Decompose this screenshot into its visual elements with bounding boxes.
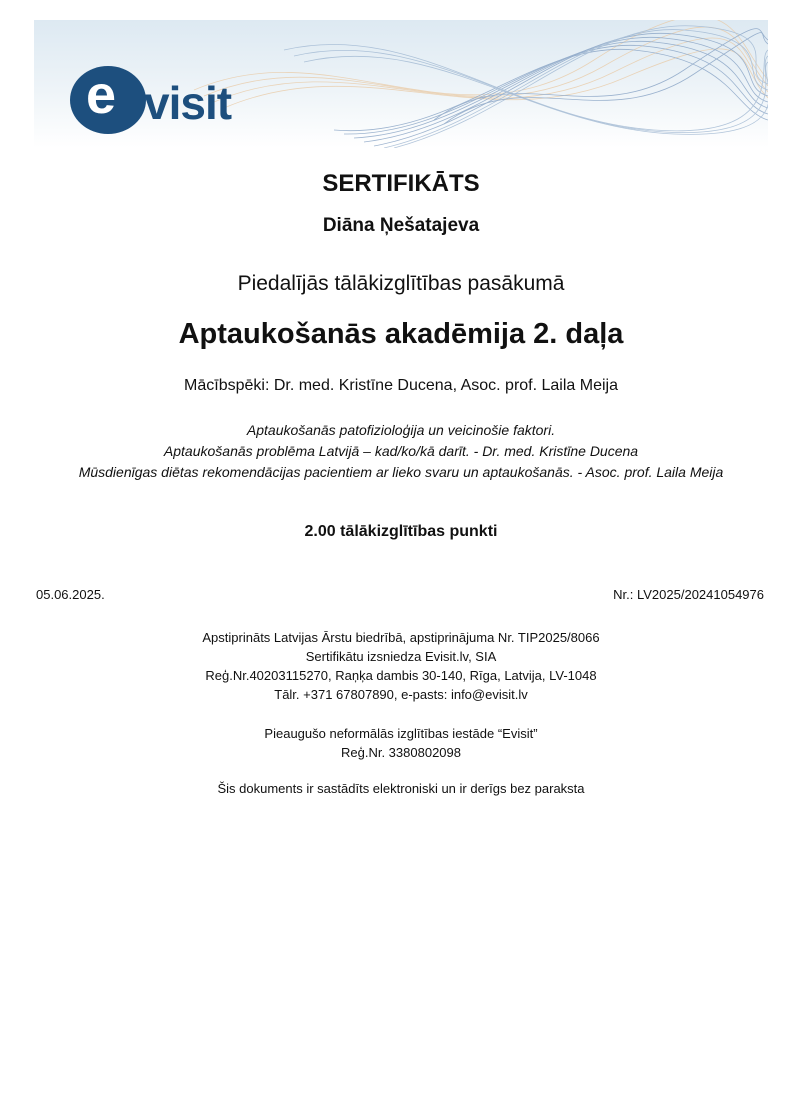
issue-date: 05.06.2025.	[36, 587, 105, 602]
evisit-logo	[66, 64, 236, 140]
approval-line: Sertifikātu izsniedza Evisit.lv, SIA	[305, 649, 497, 664]
topics-list	[0, 420, 802, 483]
participated-text: Piedalījās tālākizglītības pasākumā	[237, 272, 565, 295]
recipient-name: Diāna Ņešatajeva	[322, 215, 480, 236]
institution-info	[0, 724, 802, 762]
lecturers: Mācībspēki: Dr. med. Kristīne Ducena, Asoc. prof. Laila Meija	[184, 377, 618, 394]
logo-letter: e	[86, 65, 117, 125]
approval-line: Reģ.Nr.40203115270, Raņķa dambis 30-140, Rīga, Latvija, LV-1048	[205, 668, 597, 683]
institution-line: Pieaugušo neformālās izglītības iestāde “Evisit”	[264, 726, 538, 741]
points: 2.00 tālākizglītības punkti	[304, 523, 498, 540]
topic-line: Mūsdienīgas diētas rekomendācijas pacientiem ar lieko svaru un aptaukošanās. - Asoc. prof. Laila Meija	[78, 464, 724, 480]
certificate-title: SERTIFIKĀTS	[322, 170, 480, 197]
approval-line: Tālr. +371 67807890, e-pasts: info@evisit.lv	[274, 687, 528, 702]
topic-line: Aptaukošanās patofizioloģija un veicinošie faktori.	[246, 422, 556, 438]
certificate-number: Nr.: LV2025/20241054976	[613, 587, 764, 602]
logo-wordmark: visit	[144, 77, 232, 129]
approval-line: Apstiprināts Latvijas Ārstu biedrībā, apstiprinājuma Nr. TIP2025/8066	[202, 630, 600, 645]
electronic-notice: Šis dokuments ir sastādīts elektroniski un ir derīgs bez paraksta	[217, 781, 585, 796]
event-title: Aptaukošanās akadēmija 2. daļa	[178, 318, 624, 350]
topic-line: Aptaukošanās problēma Latvijā – kad/ko/kā darīt. - Dr. med. Kristīne Ducena	[163, 443, 639, 459]
header-banner	[34, 20, 768, 148]
approval-info	[0, 628, 802, 704]
institution-line: Reģ.Nr. 3380802098	[341, 745, 461, 760]
